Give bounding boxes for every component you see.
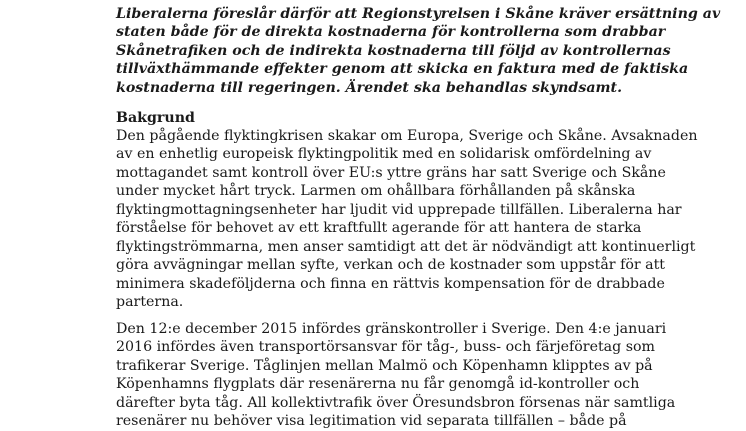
text-line: staten både för de direkta kostnaderna för kontrollerna som drabbar xyxy=(116,24,666,41)
text-line: flyktingströmmarna, men anser samtidigt att det är nödvändigt att kontinuerligt xyxy=(116,238,696,255)
text-line: av en enhetlig europeisk flyktingpolitik med en solidarisk omfördelning av xyxy=(116,146,652,163)
border-control-paragraph xyxy=(116,320,676,431)
text-line: Köpenhamns flygplats där resenärerna nu får genomgå id-kontroller och xyxy=(116,376,640,393)
text-line: förståelse för behovet av ett kraftfullt agerande för att hantera de starka xyxy=(116,220,642,237)
text-line: minimera skadeföljderna och finna en rättvis kompensation för de drabbade xyxy=(116,275,665,292)
intro-proposal-paragraph xyxy=(116,5,721,97)
text-line: Den 12:e december 2015 infördes gränskontroller i Sverige. Den 4:e januari xyxy=(116,321,667,337)
text-line: 2016 infördes även transportörsansvar för tåg-, buss- och färjeföretag som xyxy=(116,339,656,356)
text-line: trafikerar Sverige. Tåglinjen mellan Malmö och Köpenhamn klipptes av på xyxy=(116,357,653,374)
section-heading-bakgrund: Bakgrund xyxy=(116,110,195,126)
background-paragraph xyxy=(116,127,698,311)
text-line: mottagandet samt kontroll över EU:s yttre gräns har satt Sverige och Skåne xyxy=(116,164,666,181)
text-line: tillväxthämmande effekter genom att skicka en faktura med de faktiska xyxy=(116,61,689,78)
text-line: flyktingmottagningsenheter har ljudit vid upprepade tillfällen. Liberalerna har xyxy=(116,201,682,218)
text-line: Skånetrafiken och de indirekta kostnaderna till följd av kontrollernas xyxy=(116,42,671,59)
text-line: göra avvägningar mellan syfte, verkan och de kostnader som uppstår för att xyxy=(116,257,666,274)
text-line: parterna. xyxy=(116,293,184,310)
text-line: kostnaderna till regeringen. Ärendet ska behandlas skyndsamt. xyxy=(116,79,623,96)
text-line: därefter byta tåg. All kollektivtrafik över Öresundsbron försenas när samtliga xyxy=(116,394,676,411)
text-line: Liberalerna föreslår därför att Regionstyrelsen i Skåne kräver ersättning av xyxy=(116,6,721,22)
text-line: resenärer nu behöver visa legitimation vid separata tillfällen – både på xyxy=(116,413,627,430)
text-line: Den pågående flyktingkrisen skakar om Europa, Sverige och Skåne. Avsaknaden xyxy=(116,128,698,144)
text-line: under mycket hårt tryck. Larmen om ohållbara förhållanden på skånska xyxy=(116,183,636,200)
